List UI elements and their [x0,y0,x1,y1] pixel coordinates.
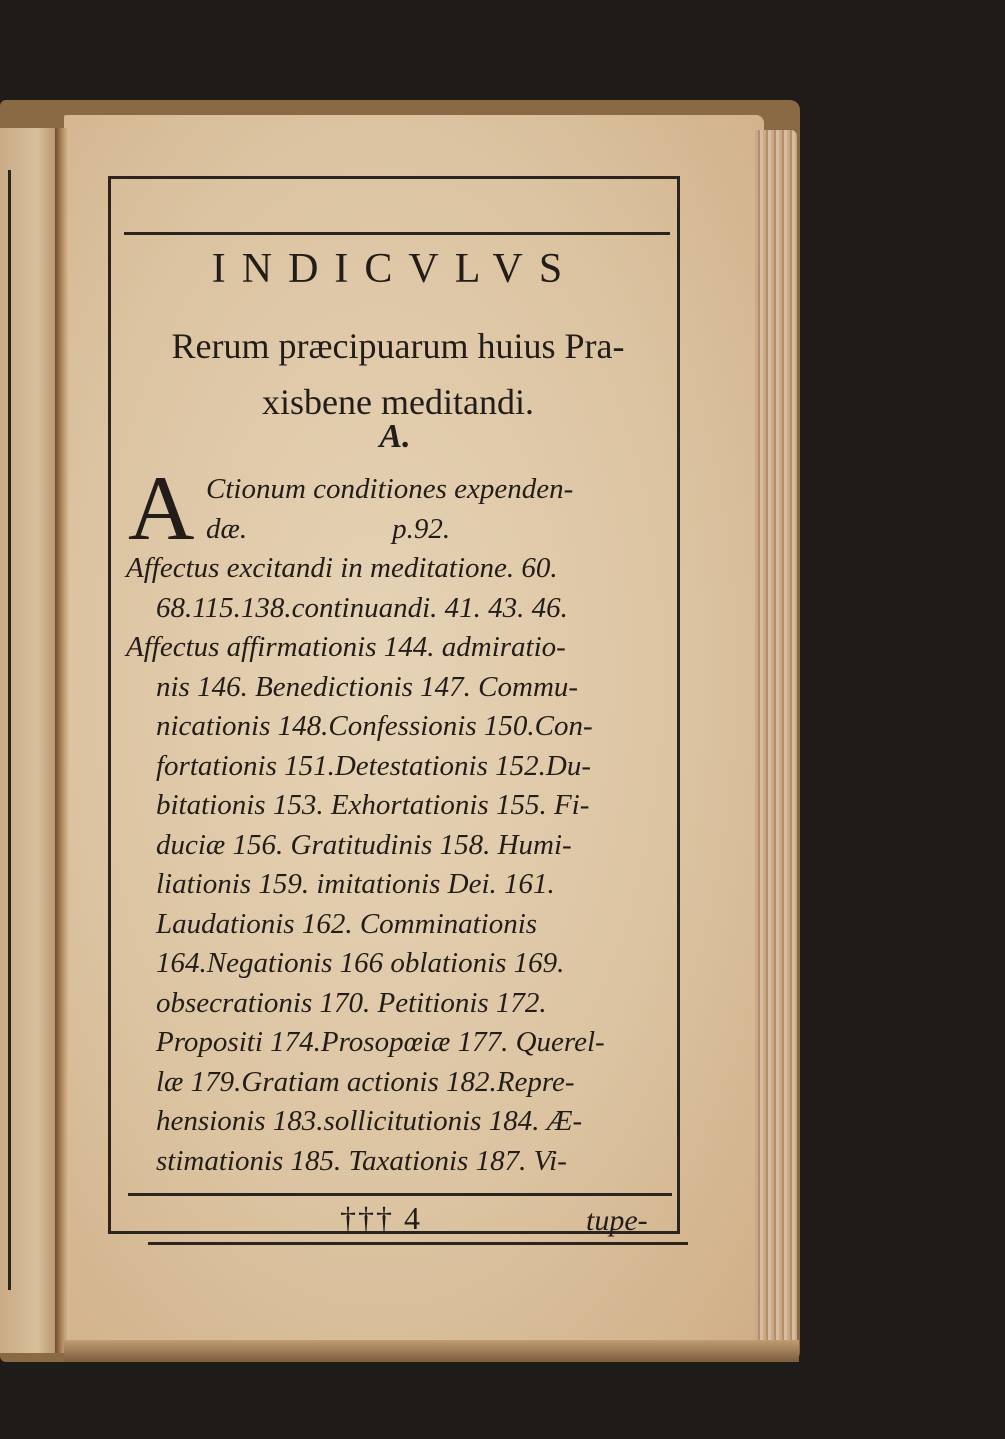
index-entries [126,470,678,1181]
entry-line: obsecrationis 170. Petitionis 172. [156,986,547,1019]
entry-line: nis 146. Benedictionis 147. Commu- [156,670,579,703]
entry-line: hensionis 183.sollicitutionis 184. Æ- [156,1105,583,1137]
entry-line: stimationis 185. Taxationis 187. Vi- [156,1144,567,1177]
entry-line: Laudationis 162. Comminationis [156,907,538,940]
entry-line: liationis 159. imitationis Dei. 161. [156,868,555,900]
entry-line: læ 179.Gratiam actionis 182.Repre- [156,1065,575,1098]
entry-line: Propositi 174.Prosopœiæ 177. Querel- [156,1026,605,1058]
entry-line: 164.Negationis 166 oblationis 169. [156,947,565,979]
signature-rule [148,1242,688,1245]
entry-line: fortationis 151.Detestationis 152.Du- [156,749,591,782]
drop-cap: A [128,457,195,559]
entry-line: duciæ 156. Gratitudinis 158. Humi- [156,828,572,861]
entry-line: Ctionum conditiones expenden- [206,473,574,505]
entry-line: Affectus affirmationis 144. admiratio- [126,631,566,663]
gutter [55,128,69,1353]
page-subtitle [118,318,678,430]
entry-line: dæ. p.92. [206,512,451,545]
head-rule [124,232,670,235]
section-heading: A. [379,418,411,455]
subtitle-line-2: xisbene meditandi. [262,382,534,422]
entry-line: 68.115.138.continuandi. 41. 43. 46. [156,591,568,624]
signature-mark: ††† 4 [340,1200,422,1236]
foot-rule [128,1193,672,1196]
entry-line: nicationis 148.Confessionis 150.Con- [156,710,593,742]
left-page-rule [8,170,11,1290]
book-bottom-edge [64,1340,799,1362]
catchword: tupe- [586,1204,648,1237]
subtitle-line-1: Rerum præcipuarum huius Pra- [171,326,625,366]
entry-line: Affectus excitandi in meditatione. 60. [126,552,558,584]
page-title: INDICVLVS [211,246,579,292]
entry-line: bitationis 153. Exhortationis 155. Fi- [156,789,590,821]
page-edges [755,130,797,1345]
